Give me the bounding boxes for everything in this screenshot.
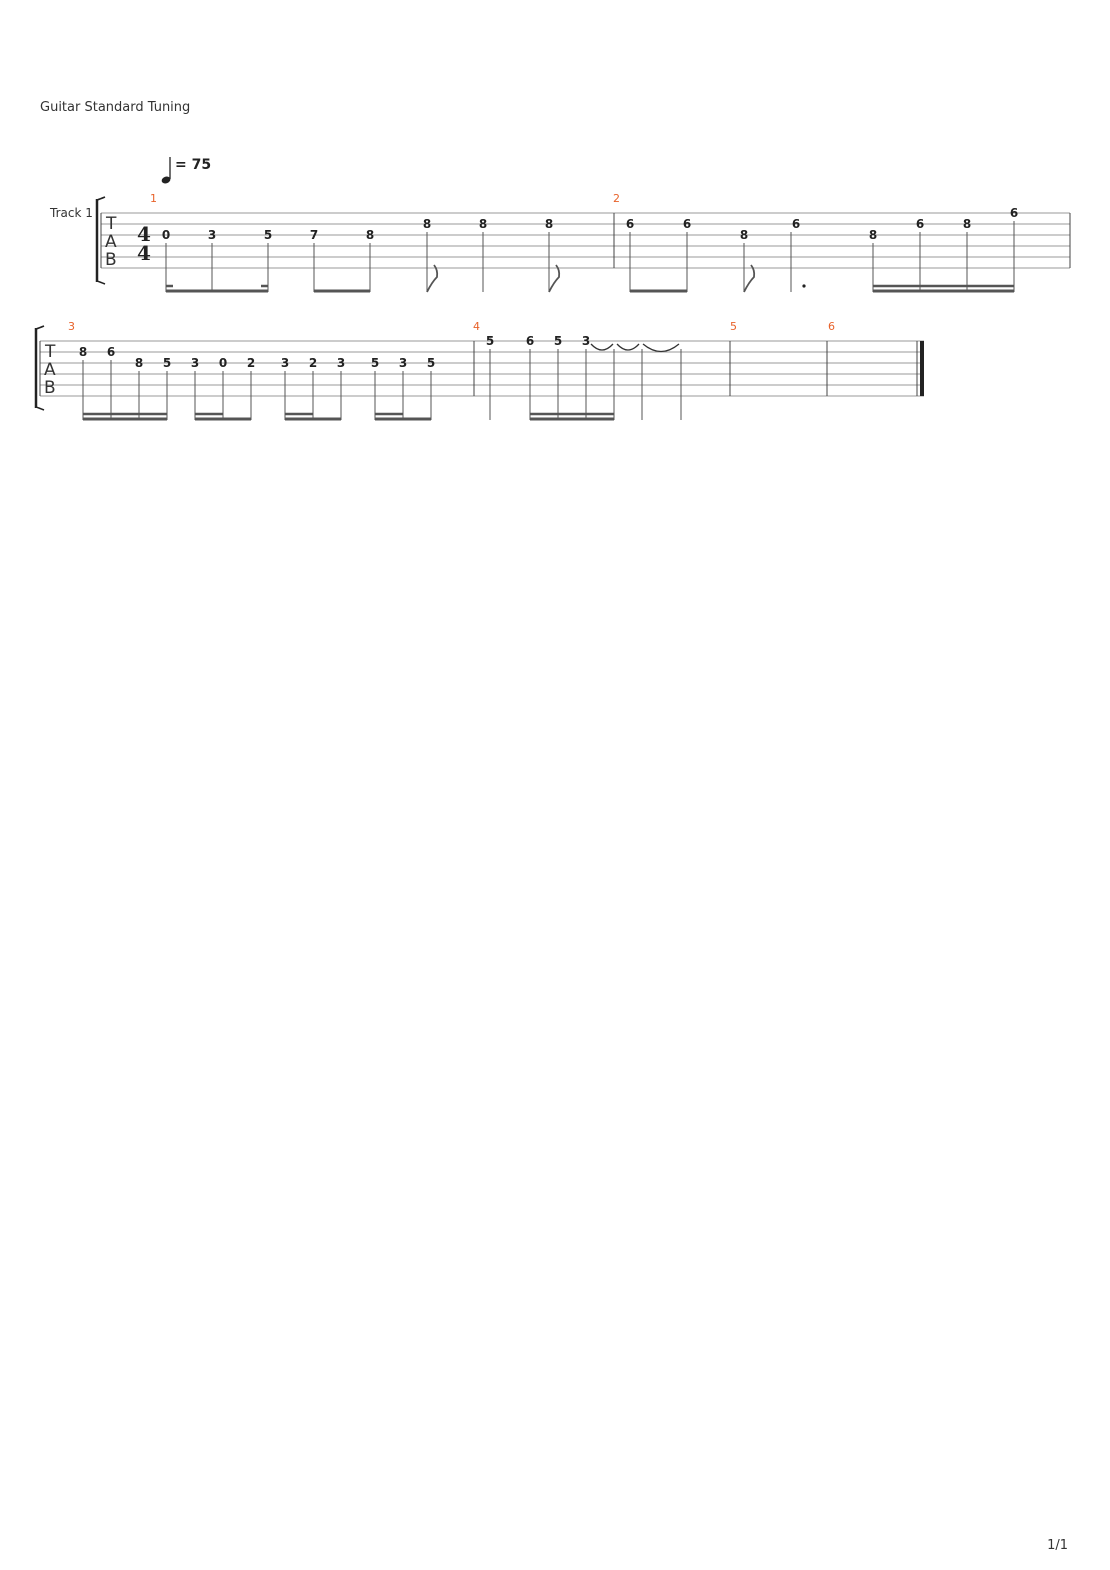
- fret-number: 8: [134, 356, 144, 370]
- fret-number: 6: [791, 217, 801, 231]
- tuning-label: Guitar Standard Tuning: [40, 100, 191, 115]
- fret-number: 7: [309, 228, 319, 242]
- track-name: Track 1: [50, 206, 93, 220]
- fret-number: 6: [915, 217, 925, 231]
- dot-icon: [802, 284, 805, 287]
- fret-number: 6: [625, 217, 635, 231]
- fret-number: 6: [682, 217, 692, 231]
- time-signature-bottom: 4: [137, 241, 151, 265]
- measure-1-notes: [162, 217, 553, 242]
- tempo-marking: [161, 157, 211, 185]
- fret-number: 3: [336, 356, 346, 370]
- fret-number: 3: [190, 356, 200, 370]
- fret-number: 8: [868, 228, 878, 242]
- page-number: 1/1: [1047, 1538, 1068, 1553]
- tab-clef: [44, 342, 56, 398]
- fret-number: 8: [739, 228, 749, 242]
- tab-letter-b: B: [44, 378, 56, 398]
- fret-number: 6: [525, 334, 535, 348]
- tempo-value: = 75: [175, 157, 212, 173]
- system-1: [49, 192, 1070, 292]
- measure-3-notes: [79, 345, 435, 370]
- fret-number: 8: [544, 217, 554, 231]
- fret-number: 5: [263, 228, 273, 242]
- fret-number: 3: [398, 356, 408, 370]
- tab-clef: [105, 214, 117, 270]
- tab-letter-a: A: [44, 360, 56, 380]
- time-signature-top: 4: [137, 222, 151, 246]
- barlines: [101, 213, 1070, 268]
- staff-lines: [101, 213, 1070, 268]
- fret-number: 2: [246, 356, 256, 370]
- fret-number: 6: [106, 345, 116, 359]
- fret-number: 8: [962, 217, 972, 231]
- fret-number: 5: [553, 334, 563, 348]
- fret-number: 0: [161, 228, 171, 242]
- measure-number: 3: [68, 320, 75, 333]
- tie-arcs: [591, 344, 679, 352]
- fret-number: 0: [218, 356, 228, 370]
- fret-number: 5: [370, 356, 380, 370]
- measure-number: 1: [150, 192, 157, 205]
- fret-number: 8: [422, 217, 432, 231]
- measure-number: 4: [473, 320, 480, 333]
- fret-number: 5: [162, 356, 172, 370]
- tab-letter-a: A: [105, 232, 117, 252]
- measure-number: 6: [828, 320, 835, 333]
- fret-number: 3: [207, 228, 217, 242]
- fret-number: 5: [426, 356, 436, 370]
- time-signature: [137, 222, 151, 265]
- fret-number: 3: [581, 334, 591, 348]
- measure-number: 5: [730, 320, 737, 333]
- tab-letter-b: B: [105, 250, 117, 270]
- measure-number: 2: [613, 192, 620, 205]
- tab-letter-t: T: [45, 342, 56, 362]
- barlines: [40, 341, 922, 396]
- fret-number: 8: [365, 228, 375, 242]
- fret-number: 8: [78, 345, 88, 359]
- fret-number: 2: [308, 356, 318, 370]
- tab-letter-t: T: [106, 214, 117, 234]
- fret-number: 6: [1009, 206, 1019, 220]
- staff-lines: [40, 341, 924, 396]
- fret-number: 8: [478, 217, 488, 231]
- fret-number: 5: [485, 334, 495, 348]
- system-2: [36, 320, 924, 420]
- fret-number: 3: [280, 356, 290, 370]
